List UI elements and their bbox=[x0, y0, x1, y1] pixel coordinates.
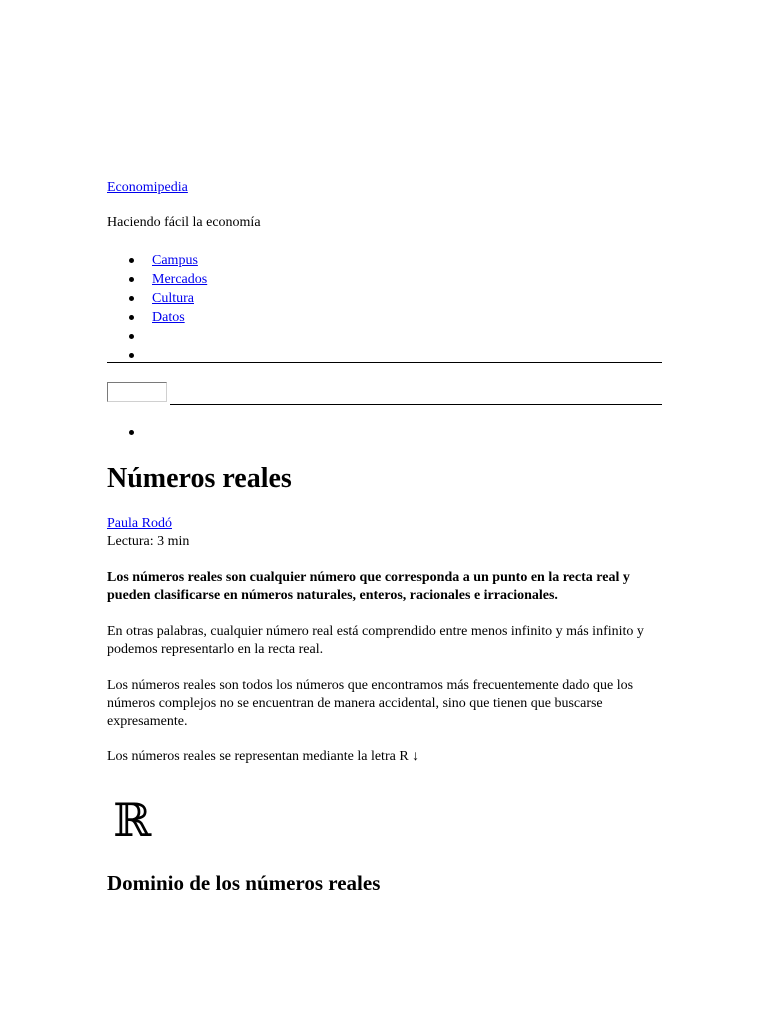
nav-link-mercados[interactable]: Mercados bbox=[152, 272, 208, 287]
article-paragraph: Los números reales se representan mediante la letra R ↓ bbox=[107, 749, 420, 764]
bullet-icon bbox=[129, 353, 134, 358]
bullet-icon bbox=[129, 430, 134, 435]
section-heading: Dominio de los números reales bbox=[107, 871, 381, 895]
nav-item-empty-1 bbox=[107, 327, 662, 346]
main-nav bbox=[107, 251, 662, 365]
article-paragraph: Los números reales son todos los números que encontramos más frecuentemente dado que los números complejos no se encuentran de manera accidental, sino que tienen que buscarse expresamente. bbox=[107, 678, 634, 729]
site-logo-link[interactable]: Economipedia bbox=[107, 180, 188, 195]
site-tagline: Haciendo fácil la economía bbox=[107, 215, 261, 230]
search-divider bbox=[170, 404, 662, 405]
nav-item-datos bbox=[107, 308, 662, 327]
nav-link-cultura[interactable]: Cultura bbox=[152, 291, 194, 306]
article-paragraph: En otras palabras, cualquier número real está comprendido entre menos infinito y más infinito y podemos representarlo en la recta real. bbox=[107, 624, 644, 657]
bullet-icon bbox=[129, 334, 134, 339]
bullet-icon bbox=[129, 296, 134, 301]
nav-item-mercados bbox=[107, 270, 662, 289]
nav-divider bbox=[107, 362, 662, 363]
article-lead: Los números reales son cualquier número que corresponda a un punto en la recta real y pueden clasificarse en números naturales, enteros, racionales e irracionales. bbox=[107, 570, 630, 603]
nav-link-datos[interactable]: Datos bbox=[152, 310, 185, 325]
real-numbers-symbol: ℝ bbox=[113, 793, 152, 847]
nav-item-campus bbox=[107, 251, 662, 270]
reading-time: Lectura: 3 min bbox=[107, 534, 190, 549]
bullet-icon bbox=[129, 315, 134, 320]
nav-item-cultura bbox=[107, 289, 662, 308]
nav-link-campus[interactable]: Campus bbox=[152, 253, 198, 268]
article-title: Números reales bbox=[107, 463, 292, 494]
author-link[interactable]: Paula Rodó bbox=[107, 516, 172, 531]
bullet-icon bbox=[129, 277, 134, 282]
bullet-icon bbox=[129, 258, 134, 263]
search-input[interactable] bbox=[107, 382, 167, 402]
